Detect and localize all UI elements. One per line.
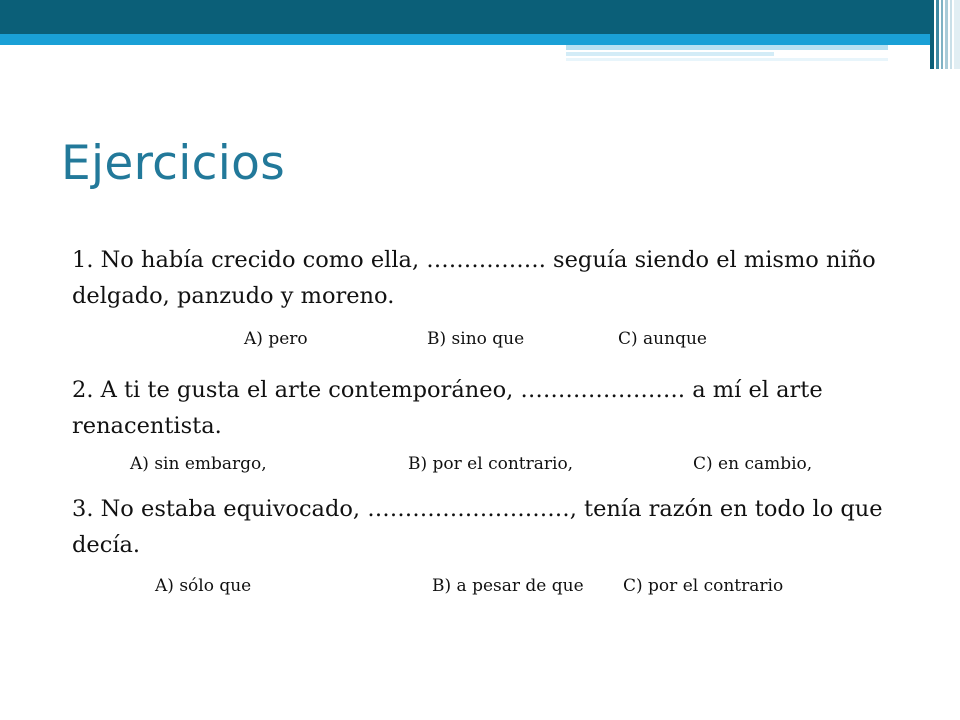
exercise-2-option-c: C) en cambio,	[693, 454, 813, 474]
exercise-1-option-b: B) sino que	[427, 329, 525, 349]
header-accent-line	[566, 58, 888, 61]
exercise-3-option-c: C) por el contrario	[623, 576, 784, 596]
exercise-1-options	[0, 327, 960, 351]
slide-title: Ejercicios	[61, 136, 286, 191]
exercise-1-option-a: A) pero	[244, 329, 308, 349]
exercise-1-question: 1. No había crecido como ella, ……………. seguía siendo el mismo niño delgado, panzudo y moreno.	[72, 247, 876, 309]
exercise-2-option-b: B) por el contrario,	[408, 454, 574, 474]
exercise-2-options	[0, 452, 960, 476]
header-bar-light	[0, 34, 930, 45]
header-vertical-stripes	[930, 0, 960, 69]
exercise-3-options	[0, 574, 960, 598]
exercise-1-option-c: C) aunque	[618, 329, 707, 349]
exercise-3-option-b: B) a pesar de que	[432, 576, 584, 596]
header-bar-dark	[0, 0, 930, 34]
exercise-3-question: 3. No estaba equivocado, ………………………, tenía razón en todo lo que decía.	[72, 496, 883, 558]
exercise-3-option-a: A) sólo que	[155, 576, 252, 596]
exercise-2-option-a: A) sin embargo,	[130, 454, 267, 474]
header-accent-line	[566, 52, 774, 56]
exercise-2-question: 2. A ti te gusta el arte contemporáneo, …………………. a mí el arte renacentista.	[72, 377, 823, 439]
header-accent-line	[566, 45, 888, 50]
